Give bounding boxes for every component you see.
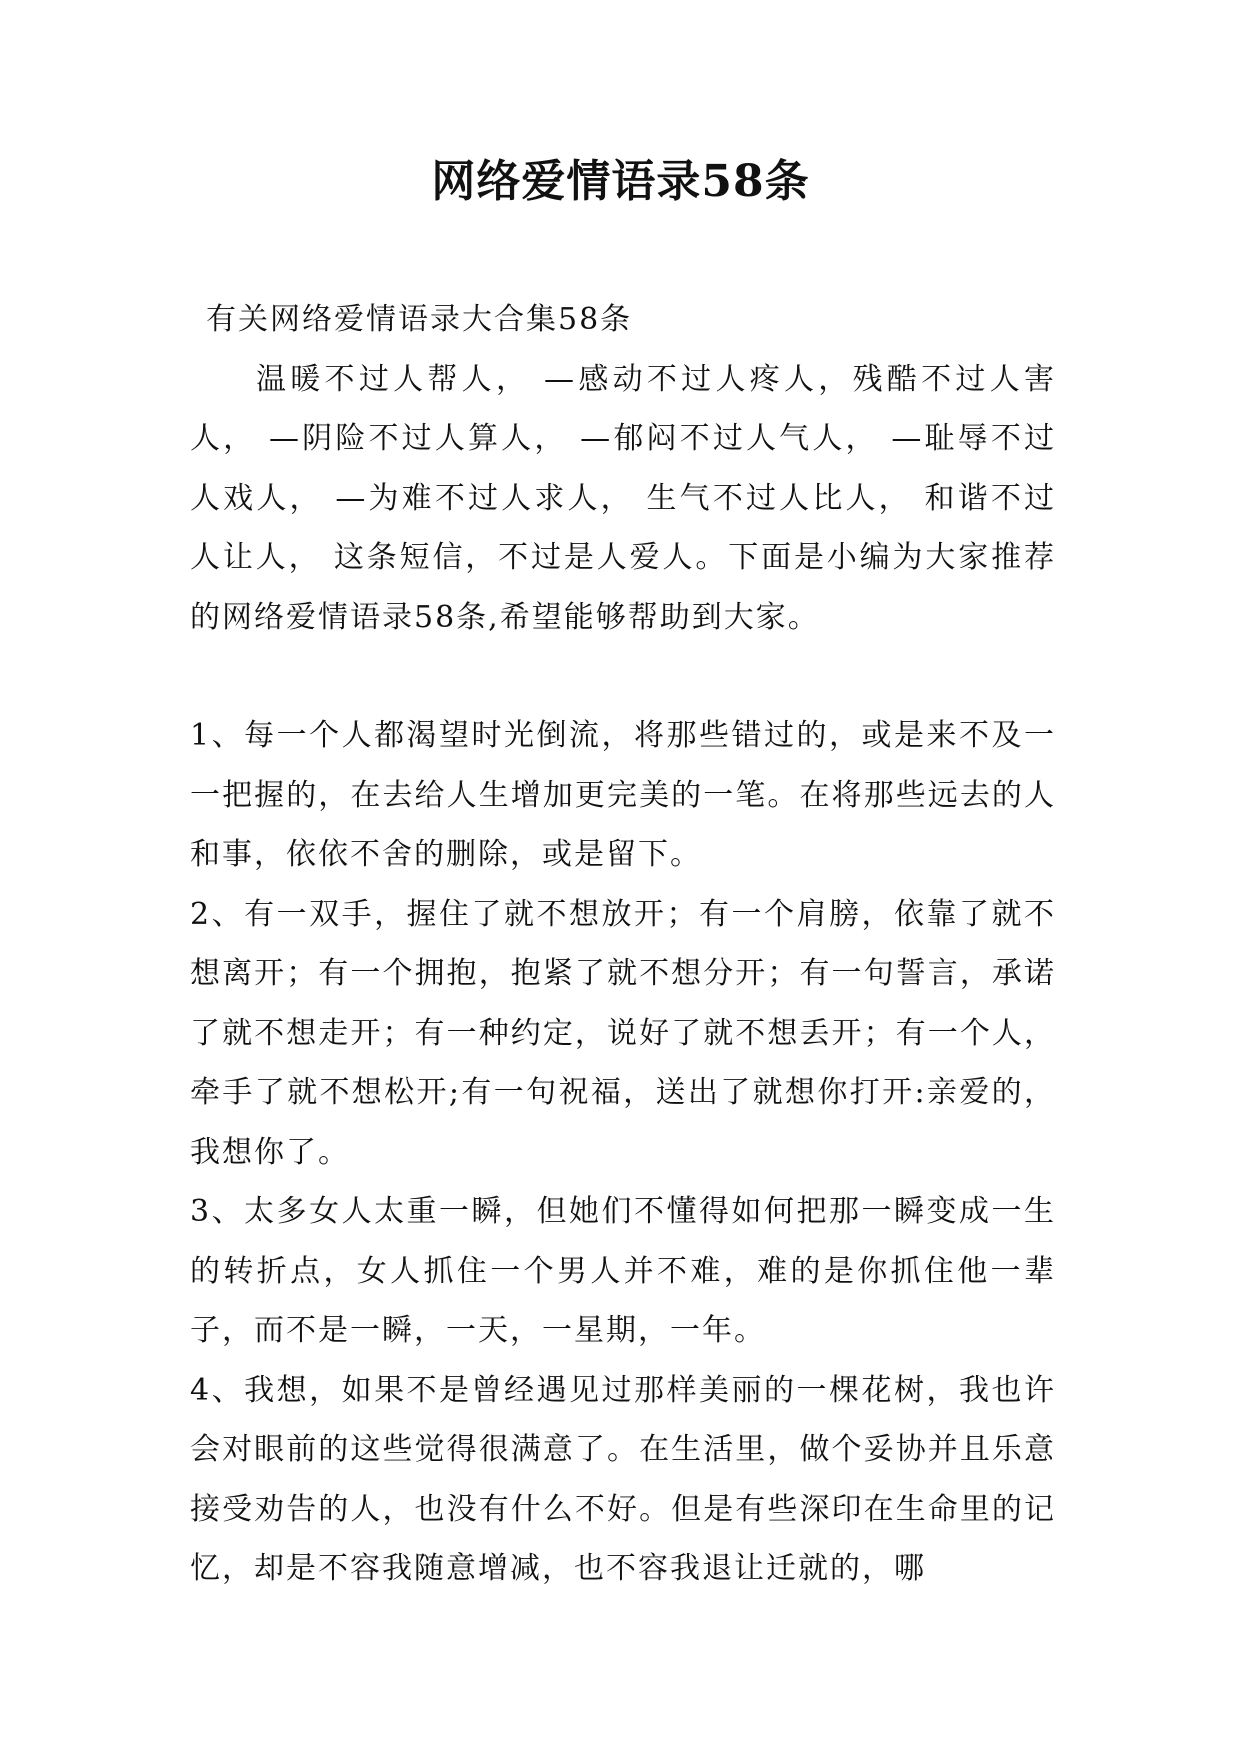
intro-paragraph: 温暖不过人帮人， —感动不过人疼人，残酷不过人害人， —阴险不过人算人， —郁闷不过人气人， —耻辱不过人戏人， —为难不过人求人， 生气不过人比人， 和谐不过人让人， 这条短信，不过是人爱人。下面是小编为大家推荐的网络爱情语录58条,希望能够帮助到大家。 <box>190 361 1056 635</box>
paragraph-spacer <box>190 647 1056 706</box>
list-item: 3、太多女人太重一瞬，但她们不懂得如何把那一瞬变成一生的转折点，女人抓住一个男人并不难，难的是你抓住他一辈子，而不是一瞬，一天，一星期，一年。 <box>190 1194 1056 1348</box>
list-item: 4、我想，如果不是曾经遇见过那样美丽的一棵花树，我也许会对眼前的这些觉得很满意了。在生活里，做个妥协并且乐意接受劝告的人，也没有什么不好。但是有些深印在生命里的记忆，却是不容我随意增减，也不容我退让迁就的，哪 <box>190 1372 1056 1586</box>
list-item: 2、有一双手，握住了就不想放开；有一个肩膀，依靠了就不想离开；有一个拥抱，抱紧了就不想分开；有一句誓言，承诺了就不想走开；有一种约定，说好了就不想丢开；有一个人，牵手了就不想松开;有一句祝福，送出了就想你打开:亲爱的，我想你了。 <box>190 896 1056 1170</box>
document-title: 网络爱情语录58条 <box>431 156 810 207</box>
document-body <box>190 290 1056 1599</box>
document-subtitle: 有关网络爱情语录大合集58条 <box>206 302 633 337</box>
list-item: 1、每一个人都渴望时光倒流，将那些错过的，或是来不及一一把握的，在去给人生增加更完美的一笔。在将那些远去的人和事，依依不舍的删除，或是留下。 <box>190 718 1056 872</box>
